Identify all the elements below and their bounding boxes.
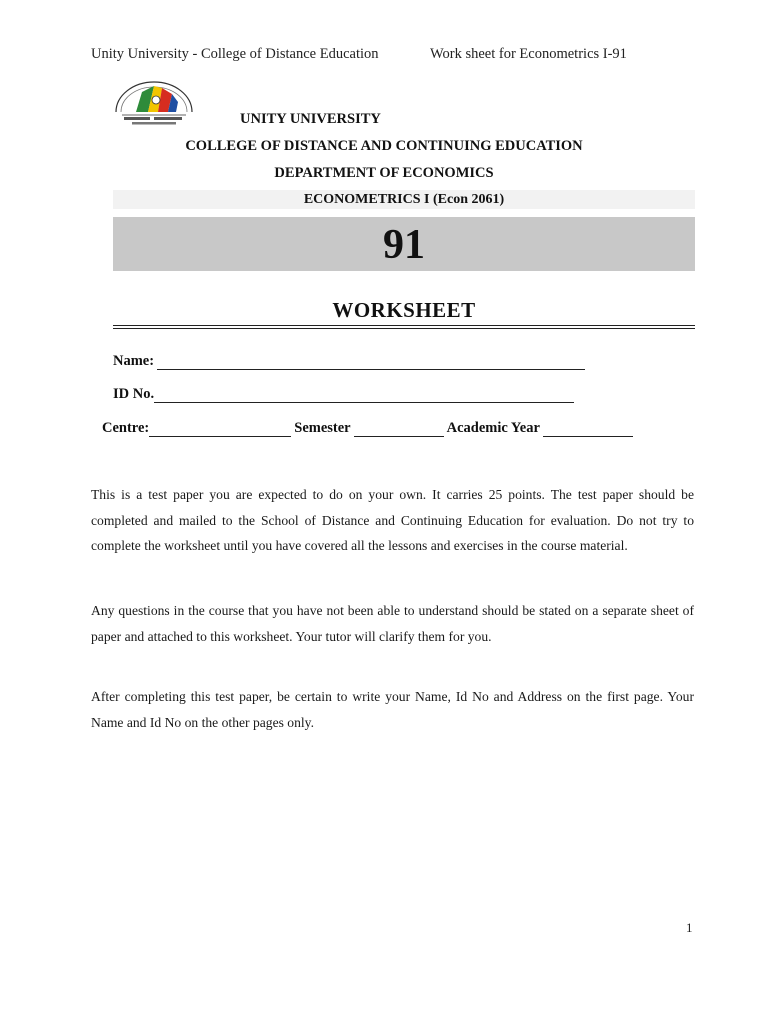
- worksheet-title: WORKSHEET: [332, 298, 476, 322]
- academic-year-field[interactable]: [543, 422, 633, 437]
- id-field[interactable]: [154, 388, 574, 403]
- page-number: 1: [686, 920, 693, 935]
- instruction-paragraph-3: After completing this test paper, be certain to write your Name, Id No and Address on the first page. Your Name and Id No on the other pages only.: [91, 689, 694, 730]
- running-header-right: Work sheet for Econometrics I-91: [430, 46, 627, 62]
- centre-field-row: [102, 420, 636, 437]
- instruction-paragraph-2: Any questions in the course that you have not been able to understand should be stated on a separate sheet of paper and attached to this worksheet. Your tutor will clarify them for you.: [91, 603, 694, 644]
- name-label: Name:: [113, 353, 155, 369]
- id-field-row: [113, 386, 577, 403]
- university-name: UNITY UNIVERSITY: [240, 111, 381, 127]
- instruction-paragraph-1: This is a test paper you are expected to do on your own. It carries 25 points. The test paper should be completed and mailed to the School of Distance and Continuing Education for evaluation. Do not try to complete the worksheet until you have covered all the lessons and exercises in the course material.: [91, 487, 694, 553]
- title-rule-top: [113, 325, 695, 326]
- course-code: 91: [113, 217, 695, 271]
- title-rule-bottom: [113, 328, 695, 329]
- semester-field[interactable]: [354, 422, 444, 437]
- course-title: ECONOMETRICS I (Econ 2061): [113, 190, 695, 209]
- semester-label: Semester: [294, 420, 351, 436]
- running-header-left: Unity University - College of Distance Education: [91, 46, 379, 62]
- academic-year-label: Academic Year: [446, 420, 540, 436]
- name-field-row: [113, 353, 588, 370]
- centre-label: Centre:: [102, 420, 150, 436]
- name-field[interactable]: [157, 355, 585, 370]
- department-name: DEPARTMENT OF ECONOMICS: [274, 165, 494, 181]
- university-crest-icon: [112, 78, 196, 126]
- centre-field[interactable]: [149, 422, 291, 437]
- id-label: ID No.: [113, 386, 155, 402]
- college-name: COLLEGE OF DISTANCE AND CONTINUING EDUCATION: [185, 138, 583, 154]
